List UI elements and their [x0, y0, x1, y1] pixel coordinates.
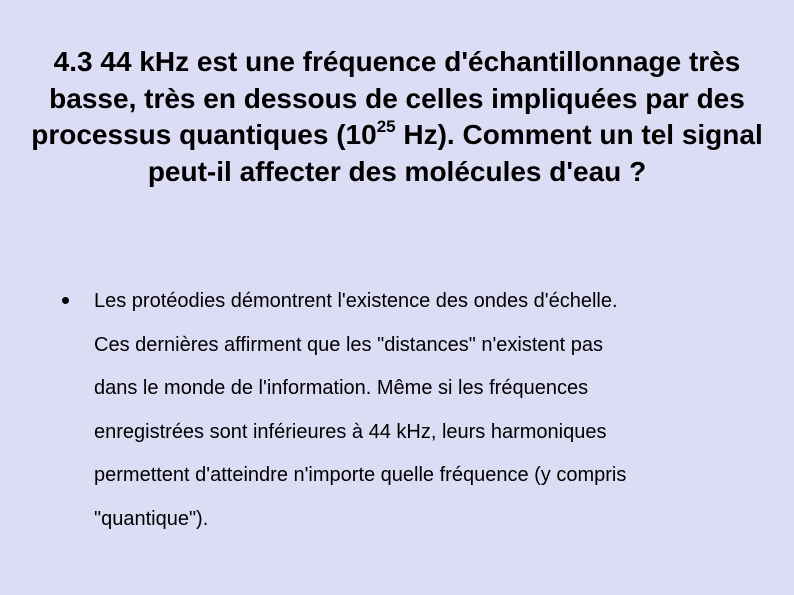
- bullet-line: "quantique").: [94, 507, 209, 530]
- bullet-dot-icon: [62, 297, 69, 304]
- bullet-line: permettent d'atteindre n'importe quelle fréquence (y compris: [94, 464, 627, 486]
- bullet-line: Les protéodies démontrent l'existence des ondes d'échelle.: [94, 290, 618, 312]
- title-exponent: 25: [376, 116, 396, 136]
- title-text-main: 4.3 44 kHz est une fréquence d'échantillonnage très basse, très en dessous de celles impliquées par des processus quantiques (10: [31, 46, 745, 150]
- bullet-line: enregistrées sont inférieures à 44 kHz, leurs harmoniques: [94, 420, 607, 443]
- slide-body: [62, 280, 762, 541]
- slide-title: [30, 44, 764, 190]
- title-text-end: Hz). Comment un tel signal peut-il affecter des molécules d'eau ?: [147, 119, 763, 187]
- bullet-line: Ces dernières affirment que les "distances" n'existent pas: [94, 333, 604, 356]
- bullet-item: [62, 280, 762, 541]
- bullet-line: dans le monde de l'information. Même si les fréquences: [94, 377, 589, 399]
